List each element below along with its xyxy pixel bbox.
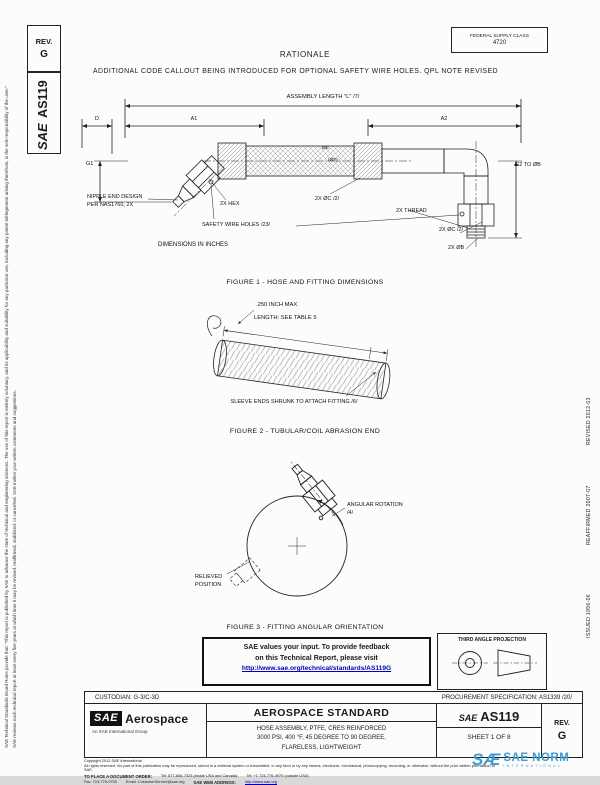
order-tel2: Tel: +1 724-776-4970 (outside USA) — [246, 773, 309, 779]
angular-rotation-callout: ANGULAR ROTATION /4/ — [347, 502, 403, 516]
fsc-value: 4720 — [492, 40, 507, 46]
order-fax: Fax: 724-776-0790 — [84, 779, 117, 785]
dim-g2-label: G2 TO ØB — [515, 162, 541, 168]
standard-title-cell — [207, 704, 437, 757]
sae-norm-watermark — [472, 750, 596, 770]
feedback-url-link[interactable]: http://www.sae.org/technical/standards/AS119G — [241, 665, 392, 672]
procurement-spec-label: PROCUREMENT SPECIFICATION: AS1339 /20/ — [441, 694, 572, 701]
custodian-label: CUSTODIAN: G-3/C-3D — [95, 694, 160, 701]
dim-a1-label: A1 — [190, 116, 198, 122]
sleeve-note-label: SLEEVE ENDS SHRUNK TO ATTACH FITTING /6/ — [230, 399, 358, 405]
figure3-caption: FIGURE 3 - FITTING ANGULAR ORIENTATION — [226, 624, 384, 631]
publisher-logo-cell — [85, 704, 207, 757]
web-address-label: SAE WEB ADDRESS: — [193, 780, 236, 785]
standard-heading: AEROSPACE STANDARD — [207, 704, 436, 722]
block-rev-label: REV. — [554, 719, 570, 727]
web-address-url[interactable]: http://www.sae.org — [244, 779, 277, 785]
aerospace-logo-text: Aerospace — [125, 711, 189, 726]
left-margin-legal — [4, 30, 18, 748]
b-callout: 2X ØB — [448, 245, 465, 251]
doc-sae-logo: SAE — [458, 713, 478, 723]
third-angle-symbol — [440, 644, 544, 682]
order-label: TO PLACE A DOCUMENT ORDER: — [84, 774, 153, 780]
third-angle-projection-box — [437, 633, 547, 690]
c-left-callout: 2X ØC /2/ — [315, 196, 340, 202]
logo-subtitle: An SAE International Group — [92, 729, 148, 734]
figure1-caption: FIGURE 1 - HOSE AND FITTING DIMENSIONS — [226, 279, 384, 286]
standard-desc-line2: 3000 PSI, 400 °F, 45 DEGREE TO 90 DEGREE, — [257, 735, 386, 742]
dim-assembly-length-label: ASSEMBLY LENGTH "L" /7/ — [286, 94, 360, 100]
max-dim-label: .250 INCH MAX — [256, 302, 298, 308]
legal-paragraph-2: SAE reviews each technical report at least every five years at which time it may be revised, reaffirmed, stabilized, or cancelled. SAE invites your written comments and suggestions. — [11, 390, 17, 748]
rationale-text: ADDITIONAL CODE CALLOUT BEING INTRODUCED FOR OPTIONAL SAFETY WIRE HOLES. QPL NOTE REVISED — [93, 68, 499, 75]
doc-number-value: AS119 — [480, 709, 520, 724]
copyright-line2: All rights reserved. No part of this publication may be reproduced, stored in a retrieval system or transmitted, in any form or by any means, electronic, mechanical, photocopying, recording, or otherwise, without the prior written permission of SAE. — [84, 762, 495, 773]
revision-date-reaffirmed: REAFFIRMED 2007-07 — [586, 485, 592, 545]
rev-label: REV. — [35, 37, 53, 46]
revision-date-issued: ISSUED 1956-06 — [586, 594, 592, 638]
standard-desc-line1: HOSE ASSEMBLY, PTFE, CRES REINFORCED — [256, 726, 387, 732]
dim-d-label: D — [95, 116, 99, 122]
feedback-line2: on this Technical Report, please visit — [255, 654, 378, 662]
safety-wire-callout: SAFETY WIRE HOLES /23/ — [202, 222, 271, 228]
order-tel1: Tel: 877-606-7323 (inside USA and Canada) — [161, 773, 238, 779]
thread-callout: 2X THREAD — [396, 208, 427, 214]
footer — [84, 759, 504, 785]
sae-norm-text: SAE NORM — [503, 752, 570, 764]
rev-value: G — [40, 49, 48, 60]
fsc-label: FEDERAL SUPPLY CLASS — [470, 34, 529, 39]
doc-number-tab — [27, 72, 61, 154]
length-note-label: LENGTH: SEE TABLE 5 — [254, 315, 317, 321]
standard-desc-line3: FLARELESS, LIGHTWEIGHT — [281, 744, 362, 751]
rationale-heading: RATIONALE — [279, 50, 331, 59]
relieved-position-callout: RELIEVED POSITION — [195, 574, 223, 588]
figure2-caption: FIGURE 2 - TUBULAR/COIL ABRASION END — [229, 428, 381, 435]
feedback-box — [202, 637, 431, 686]
hex-callout: 2X HEX — [220, 201, 240, 207]
revision-date-revised: REVISED 2012-03 — [586, 397, 592, 445]
order-email[interactable]: Email: CustomerService@sae.org — [125, 779, 185, 785]
rev-box — [27, 25, 61, 72]
block-rev-value: G — [557, 729, 567, 742]
feedback-line1: SAE values your input. To provide feedback — [243, 644, 390, 651]
dim-a2-label: A2 — [440, 116, 448, 122]
dim-f-label: (ØF) — [328, 158, 338, 163]
third-angle-label: THIRD ANGLE PROJECTION — [458, 637, 526, 643]
sae-norm-subtitle: INTERNATIONAL — [503, 764, 563, 768]
figure3-drawing — [185, 448, 415, 620]
copyright-line1: Copyright 2012 SAE International — [84, 758, 142, 763]
sae-norm-glyph-icon: SÆ — [472, 750, 501, 769]
dimensions-note: DIMENSIONS IN INCHES — [158, 242, 229, 248]
dim-e-label: ØE — [322, 146, 329, 151]
legal-paragraph-1: SAE Technical Standards Board Rules provide that: "This report is published by SAE to advance the state of technical and engineering sciences. The use of this report is entirely voluntary, and its applicability and suitability for any particular use, including any patent infringement arising therefrom, is the sole responsibility of the user." — [4, 86, 9, 748]
dim-g1-label: G1 — [86, 161, 94, 167]
sheet-indicator: SHEET 1 OF 8 — [467, 734, 511, 741]
nipple-end-callout: NIPPLE END DESIGN PER NAS1760, 2X — [87, 194, 143, 208]
c-right-callout: 2X ØC /2/ — [439, 227, 464, 233]
sae-logo: SAE — [90, 711, 122, 726]
figure2-drawing — [150, 296, 450, 404]
custodian-row — [84, 691, 583, 704]
figure1-drawing — [68, 86, 568, 261]
doc-number-text: AS119 — [36, 80, 50, 118]
sae-logo-text: SAE — [35, 123, 50, 150]
